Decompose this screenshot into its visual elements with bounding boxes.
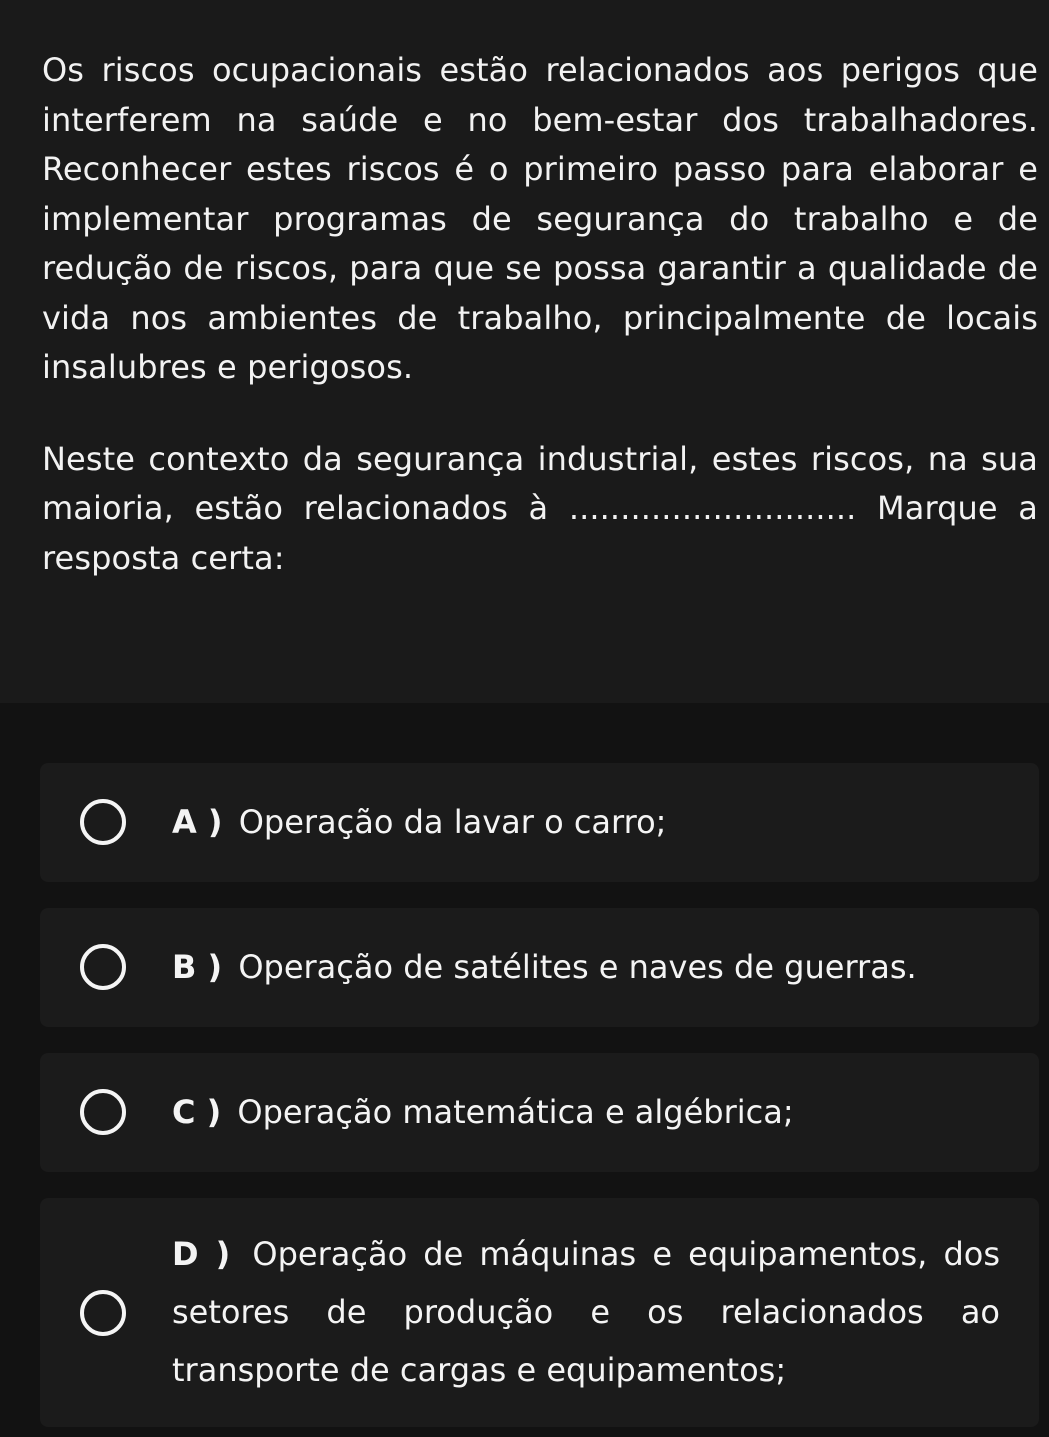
radio-button-d[interactable] <box>80 1290 126 1336</box>
option-c[interactable] <box>40 1053 1039 1172</box>
option-c-label: Operação matemática e algébrica; <box>237 1093 794 1131</box>
option-b-letter: B ) <box>172 948 223 986</box>
radio-button-a[interactable] <box>80 799 126 845</box>
question-panel <box>0 0 1049 703</box>
radio-button-b[interactable] <box>80 944 126 990</box>
option-a-letter: A ) <box>172 803 223 841</box>
option-b[interactable] <box>40 908 1039 1027</box>
question-paragraph-2: Neste contexto da segurança industrial, estes riscos, na sua maioria, estão relacionados à ............................ Marque a resposta certa: <box>42 439 1038 577</box>
question-paragraph-1: Os riscos ocupacionais estão relacionados aos perigos que interferem na saúde e no bem-estar dos trabalhadores. Reconhecer estes riscos é o primeiro passo para elaborar e implementar programas de segurança do trabalho e de redução de riscos, para que se possa garantir a qualidade de vida nos ambientes de trabalho, principalmente de locais insalubres e perigosos. <box>42 51 1038 386</box>
option-d[interactable] <box>40 1198 1039 1427</box>
answer-options <box>0 703 1049 1437</box>
option-a-label: Operação da lavar o carro; <box>238 803 667 841</box>
option-d-letter: D ) <box>172 1235 231 1273</box>
radio-button-c[interactable] <box>80 1089 126 1135</box>
option-b-label: Operação de satélites e naves de guerras. <box>238 948 917 986</box>
option-a[interactable] <box>40 763 1039 882</box>
option-d-label: Operação de máquinas e equipamentos, dos setores de produção e os relacionados ao transporte de cargas e equipamentos; <box>172 1235 1001 1389</box>
option-c-letter: C ) <box>172 1093 222 1131</box>
